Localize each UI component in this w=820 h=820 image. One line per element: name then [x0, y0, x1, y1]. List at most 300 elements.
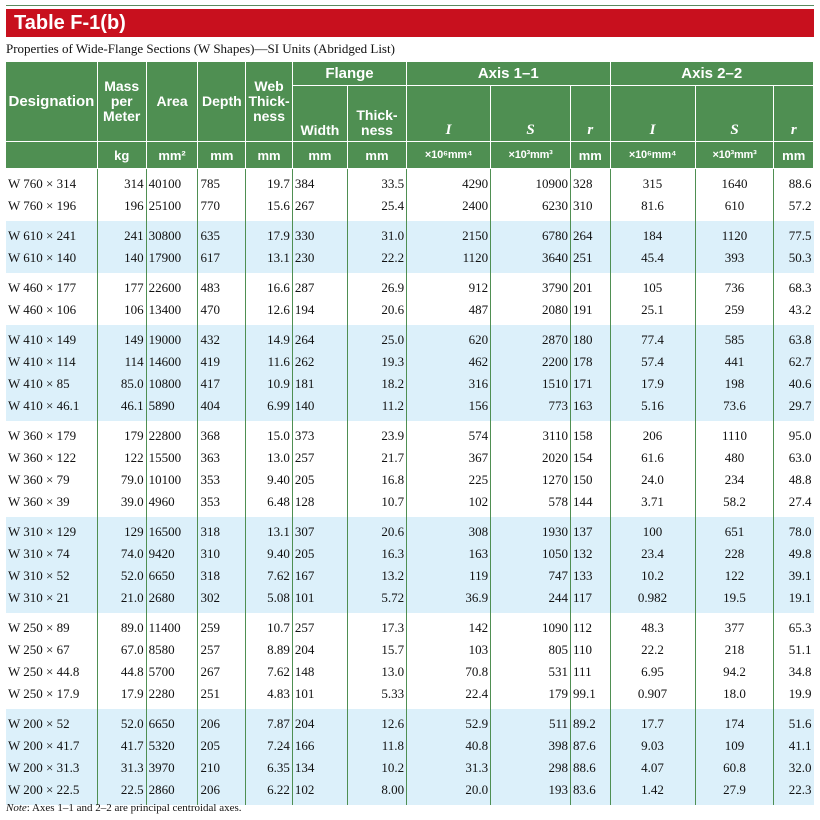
unit-area: mm² — [146, 142, 198, 169]
cell-area: 22800 — [146, 421, 198, 447]
cell-depth: 257 — [198, 639, 246, 661]
cell-I-axis1: 316 — [407, 373, 491, 395]
cell-web-thickness: 10.9 — [246, 373, 293, 395]
cell-S-axis1: 244 — [491, 587, 571, 613]
cell-area: 5320 — [146, 735, 198, 757]
note-text: : Axes 1–1 and 2–2 are principal centroidal axes. — [26, 802, 242, 814]
cell-area: 30800 — [146, 221, 198, 247]
cell-depth: 302 — [198, 587, 246, 613]
cell-S-axis1: 6230 — [491, 195, 571, 221]
cell-designation: W 200 × 31.3 — [6, 757, 97, 779]
cell-web-thickness: 4.83 — [246, 683, 293, 709]
cell-r-axis2: 51.6 — [774, 709, 814, 735]
cell-flange-thickness: 22.2 — [347, 247, 406, 273]
cell-web-thickness: 14.9 — [246, 325, 293, 351]
cell-r-axis2: 40.6 — [774, 373, 814, 395]
cell-web-thickness: 7.24 — [246, 735, 293, 757]
cell-area: 10800 — [146, 373, 198, 395]
cell-mass: 79.0 — [97, 469, 146, 491]
unit-S2: ×10³mm³ — [695, 142, 774, 169]
cell-flange-width: 204 — [292, 709, 347, 735]
cell-S-axis2: 122 — [695, 565, 774, 587]
cell-r-axis2: 39.1 — [774, 565, 814, 587]
cell-I-axis1: 103 — [407, 639, 491, 661]
cell-S-axis1: 3790 — [491, 273, 571, 299]
top-rule — [6, 5, 814, 6]
cell-flange-width: 101 — [292, 683, 347, 709]
cell-r-axis1: 180 — [571, 325, 610, 351]
cell-S-axis2: 441 — [695, 351, 774, 373]
cell-flange-width: 330 — [292, 221, 347, 247]
cell-I-axis1: 22.4 — [407, 683, 491, 709]
cell-designation: W 460 × 106 — [6, 299, 97, 325]
cell-S-axis2: 736 — [695, 273, 774, 299]
cell-r-axis2: 49.8 — [774, 543, 814, 565]
cell-designation: W 410 × 85 — [6, 373, 97, 395]
cell-web-thickness: 13.1 — [246, 247, 293, 273]
cell-I-axis2: 5.16 — [610, 395, 695, 421]
cell-area: 5890 — [146, 395, 198, 421]
table-row — [6, 735, 814, 757]
cell-flange-thickness: 23.9 — [347, 421, 406, 447]
cell-I-axis1: 487 — [407, 299, 491, 325]
cell-flange-thickness: 21.7 — [347, 447, 406, 469]
cell-flange-thickness: 25.4 — [347, 195, 406, 221]
cell-flange-width: 205 — [292, 469, 347, 491]
cell-mass: 74.0 — [97, 543, 146, 565]
cell-r-axis2: 63.0 — [788, 450, 812, 465]
cell-mass: 149 — [97, 325, 146, 351]
table-row — [6, 613, 814, 639]
table-row — [6, 683, 814, 709]
cell-designation: W 250 × 89 — [6, 613, 97, 639]
cell-designation: W 200 × 22.5 — [6, 779, 97, 805]
cell-designation: W 200 × 52 — [6, 709, 97, 735]
cell-I-axis1: 367 — [407, 447, 491, 469]
unit-S1: ×10³mm³ — [491, 142, 571, 169]
cell-S-axis1: 1050 — [491, 543, 571, 565]
cell-r-axis2: 62.7 — [774, 351, 814, 373]
cell-r-axis2: 32.0 — [774, 757, 814, 779]
cell-S-axis1: 398 — [491, 735, 571, 757]
cell-flange-thickness: 16.8 — [347, 469, 406, 491]
cell-I-axis2: 10.2 — [610, 565, 695, 587]
cell-I-axis1: 31.3 — [407, 757, 491, 779]
cell-S-axis2: 174 — [695, 709, 774, 735]
cell-flange-thickness: 5.33 — [347, 683, 406, 709]
cell-S-axis2: 234 — [695, 469, 774, 491]
cell-r-axis1: 150 — [571, 469, 610, 491]
cell-S-axis2: 18.0 — [695, 683, 774, 709]
cell-depth: 259 — [198, 613, 246, 639]
cell-I-axis1: 308 — [407, 517, 491, 543]
cell-I-axis1: 52.9 — [407, 709, 491, 735]
cell-web-thickness: 16.6 — [246, 273, 293, 299]
cell-I-axis2: 57.4 — [610, 351, 695, 373]
cell-I-axis1: 2150 — [407, 221, 491, 247]
cell-web-thickness: 9.40 — [246, 469, 293, 491]
cell-flange-thickness: 15.7 — [347, 639, 406, 661]
cell-r-axis2: 51.1 — [788, 642, 812, 657]
cell-r-axis1: 163 — [571, 395, 610, 421]
cell-S-axis1: 6780 — [491, 221, 571, 247]
cell-flange-width: 373 — [292, 421, 347, 447]
header-depth: Depth — [198, 62, 246, 142]
cell-mass: 114 — [97, 351, 146, 373]
cell-S-axis1: 805 — [491, 639, 571, 661]
cell-flange-thickness: 5.72 — [347, 587, 406, 613]
table-row — [6, 299, 814, 325]
cell-area: 10100 — [146, 469, 198, 491]
cell-flange-width: 257 — [292, 447, 347, 469]
cell-flange-thickness: 10.2 — [347, 757, 406, 779]
cell-depth: 353 — [198, 491, 246, 517]
cell-r-axis1: 99.1 — [571, 683, 610, 709]
cell-depth: 470 — [198, 299, 246, 325]
cell-S-axis2: 1120 — [695, 221, 774, 247]
table-row — [6, 587, 814, 613]
cell-S-axis2: 480 — [695, 447, 774, 469]
cell-area: 15500 — [146, 447, 198, 469]
cell-area: 14600 — [146, 351, 198, 373]
cell-depth: 617 — [198, 247, 246, 273]
cell-mass: 31.3 — [97, 757, 146, 779]
cell-area: 11400 — [146, 613, 198, 639]
cell-depth: 404 — [198, 395, 246, 421]
table-row — [6, 421, 814, 447]
cell-r-axis1: 133 — [571, 565, 610, 587]
cell-r-axis2: 63.8 — [774, 325, 814, 351]
cell-designation: W 410 × 46.1 — [6, 395, 97, 421]
cell-S-axis1: 193 — [491, 779, 571, 805]
cell-S-axis2: 198 — [695, 373, 774, 395]
cell-mass: 46.1 — [97, 395, 146, 421]
cell-mass: 52.0 — [97, 709, 146, 735]
cell-flange-thickness: 10.7 — [347, 491, 406, 517]
table-row — [6, 565, 814, 587]
cell-r-axis2: 19.1 — [774, 587, 814, 613]
cell-r-axis1: 83.6 — [571, 779, 610, 805]
cell-flange-width: 204 — [292, 639, 347, 661]
cell-S-axis2: 109 — [695, 735, 774, 757]
cell-flange-thickness: 13.2 — [347, 565, 406, 587]
cell-mass: 41.7 — [97, 735, 146, 757]
cell-r-axis1: 89.2 — [571, 709, 610, 735]
table-row — [6, 661, 814, 683]
cell-S-axis2: 60.8 — [695, 757, 774, 779]
cell-web-thickness: 8.89 — [246, 639, 293, 661]
table-row — [6, 325, 814, 351]
cell-flange-thickness: 26.9 — [347, 273, 406, 299]
cell-I-axis1: 4290 — [407, 169, 491, 196]
header-flange-width: Width — [292, 86, 347, 142]
cell-mass: 122 — [97, 447, 146, 469]
header-I-axis2: I — [610, 86, 695, 142]
header-S-axis1: S — [491, 86, 571, 142]
cell-S-axis1: 1090 — [491, 613, 571, 639]
cell-S-axis1: 2870 — [491, 325, 571, 351]
cell-S-axis2: 218 — [695, 639, 774, 661]
cell-depth: 267 — [198, 661, 246, 683]
cell-r-axis1: 328 — [571, 169, 610, 196]
table-row — [6, 221, 814, 247]
cell-I-axis1: 2400 — [407, 195, 491, 221]
cell-r-axis1: 110 — [571, 639, 610, 661]
cell-web-thickness: 19.7 — [246, 169, 293, 196]
cell-I-axis2: 105 — [610, 273, 695, 299]
cell-area: 16500 — [146, 517, 198, 543]
cell-I-axis2: 1.42 — [610, 779, 695, 805]
cell-r-axis1: 251 — [571, 247, 610, 273]
cell-flange-width: 181 — [292, 373, 347, 395]
cell-S-axis2: 393 — [695, 247, 774, 273]
cell-flange-width: 264 — [292, 325, 347, 351]
cell-flange-width: 101 — [292, 587, 347, 613]
table-row — [6, 709, 814, 735]
cell-designation: W 310 × 74 — [6, 543, 97, 565]
cell-mass: 39.0 — [97, 491, 146, 517]
cell-r-axis1: 264 — [571, 221, 610, 247]
cell-S-axis2: 58.2 — [695, 491, 774, 517]
cell-web-thickness: 6.99 — [246, 395, 293, 421]
cell-I-axis1: 1120 — [407, 247, 491, 273]
cell-flange-width: 205 — [292, 543, 347, 565]
cell-r-axis2: 43.2 — [788, 302, 812, 317]
cell-I-axis2: 17.7 — [610, 709, 695, 735]
cell-I-axis1: 20.0 — [407, 779, 491, 805]
cell-web-thickness: 6.48 — [246, 491, 293, 517]
cell-flange-thickness: 20.6 — [347, 517, 406, 543]
cell-I-axis2: 77.4 — [610, 325, 695, 351]
cell-S-axis2: 228 — [695, 543, 774, 565]
cell-r-axis1: 87.6 — [571, 735, 610, 757]
header-web-thickness: Web Thick-ness — [246, 62, 293, 142]
cell-S-axis1: 1930 — [491, 517, 571, 543]
cell-S-axis2: 94.2 — [695, 661, 774, 683]
note-label: Note — [6, 802, 27, 814]
cell-r-axis2: 27.4 — [788, 494, 812, 509]
cell-r-axis2: 22.3 — [774, 779, 814, 805]
cell-flange-thickness: 33.5 — [347, 169, 406, 196]
cell-I-axis2: 3.71 — [610, 491, 695, 517]
cell-S-axis1: 3110 — [491, 421, 571, 447]
cell-designation: W 360 × 122 — [6, 447, 97, 469]
header-r-axis2: r — [774, 86, 814, 142]
table-row — [6, 517, 814, 543]
cell-mass: 314 — [97, 169, 146, 196]
cell-r-axis1: 111 — [571, 661, 610, 683]
cell-I-axis1: 163 — [407, 543, 491, 565]
cell-flange-width: 134 — [292, 757, 347, 779]
cell-I-axis1: 119 — [407, 565, 491, 587]
table-row — [6, 273, 814, 299]
cell-flange-thickness: 17.3 — [347, 613, 406, 639]
cell-S-axis1: 1510 — [491, 373, 571, 395]
cell-area: 4960 — [146, 491, 198, 517]
header-mass: Mass per Meter — [97, 62, 146, 142]
cell-r-axis2: 50.3 — [774, 247, 814, 273]
cell-flange-width: 262 — [292, 351, 347, 373]
cell-designation: W 410 × 149 — [6, 325, 97, 351]
cell-flange-thickness: 31.0 — [347, 221, 406, 247]
table-title: Table F-1(b) — [6, 9, 814, 37]
unit-blank — [6, 142, 97, 169]
cell-flange-width: 128 — [292, 491, 347, 517]
cell-S-axis2: 27.9 — [695, 779, 774, 805]
cell-designation: W 310 × 21 — [6, 587, 97, 613]
cell-I-axis2: 0.982 — [610, 587, 695, 613]
cell-web-thickness: 13.1 — [246, 517, 293, 543]
cell-area: 6650 — [146, 709, 198, 735]
cell-flange-thickness: 19.3 — [347, 351, 406, 373]
cell-flange-width: 148 — [292, 661, 347, 683]
cell-depth: 368 — [198, 421, 246, 447]
cell-designation: W 200 × 41.7 — [6, 735, 97, 757]
cell-S-axis2: 73.6 — [695, 395, 774, 421]
cell-I-axis1: 36.9 — [407, 587, 491, 613]
cell-flange-width: 102 — [292, 779, 347, 805]
cell-web-thickness: 13.0 — [246, 447, 293, 469]
table-body — [6, 169, 814, 806]
cell-mass: 89.0 — [97, 613, 146, 639]
cell-depth: 206 — [198, 709, 246, 735]
cell-area: 2680 — [146, 587, 198, 613]
cell-mass: 22.5 — [97, 779, 146, 805]
cell-designation: W 310 × 52 — [6, 565, 97, 587]
cell-flange-thickness: 16.3 — [347, 543, 406, 565]
cell-S-axis2: 651 — [695, 517, 774, 543]
cell-flange-thickness: 11.8 — [347, 735, 406, 757]
cell-S-axis2: 19.5 — [695, 587, 774, 613]
cell-flange-width: 194 — [292, 299, 347, 325]
unit-web: mm — [246, 142, 293, 169]
table-row — [6, 395, 814, 421]
cell-r-axis2: 34.8 — [788, 664, 812, 679]
cell-depth: 432 — [198, 325, 246, 351]
cell-depth: 785 — [198, 169, 246, 196]
cell-web-thickness: 6.22 — [246, 779, 293, 805]
cell-area: 6650 — [146, 565, 198, 587]
cell-flange-width: 140 — [292, 395, 347, 421]
cell-r-axis1: 154 — [571, 447, 610, 469]
cell-S-axis1: 298 — [491, 757, 571, 779]
cell-mass: 52.0 — [97, 565, 146, 587]
cell-S-axis2: 1110 — [695, 421, 774, 447]
cell-designation: W 760 × 314 — [6, 169, 97, 196]
cell-S-axis1: 2200 — [491, 351, 571, 373]
header-designation: Designation — [6, 62, 97, 142]
cell-r-axis1: 310 — [571, 195, 610, 221]
cell-S-axis2: 585 — [695, 325, 774, 351]
cell-r-axis1: 191 — [571, 299, 610, 325]
cell-S-axis2: 259 — [695, 299, 774, 325]
cell-flange-width: 230 — [292, 247, 347, 273]
cell-depth: 310 — [198, 543, 246, 565]
cell-designation: W 460 × 177 — [6, 273, 97, 299]
cell-designation: W 360 × 179 — [6, 421, 97, 447]
cell-flange-width: 166 — [292, 735, 347, 757]
cell-I-axis2: 184 — [610, 221, 695, 247]
cell-web-thickness: 6.35 — [246, 757, 293, 779]
cell-r-axis1: 178 — [571, 351, 610, 373]
cell-r-axis2: 65.3 — [788, 620, 812, 635]
cell-area: 2860 — [146, 779, 198, 805]
cell-designation: W 610 × 241 — [6, 221, 97, 247]
cell-r-axis1: 88.6 — [571, 757, 610, 779]
cell-flange-width: 257 — [292, 613, 347, 639]
cell-S-axis1: 179 — [491, 683, 571, 709]
cell-flange-thickness: 13.0 — [347, 661, 406, 683]
cell-r-axis1: 171 — [571, 373, 610, 395]
cell-r-axis1: 117 — [571, 587, 610, 613]
cell-designation: W 250 × 44.8 — [6, 661, 97, 683]
cell-designation: W 610 × 140 — [6, 247, 97, 273]
cell-S-axis2: 1640 — [695, 169, 774, 196]
cell-mass: 17.9 — [97, 683, 146, 709]
header-I-axis1: I — [407, 86, 491, 142]
cell-area: 8580 — [146, 639, 198, 661]
cell-mass: 129 — [97, 517, 146, 543]
unit-I1: ×10⁶mm⁴ — [407, 142, 491, 169]
cell-I-axis1: 225 — [407, 469, 491, 491]
cell-web-thickness: 15.6 — [246, 195, 293, 221]
cell-r-axis2: 78.0 — [774, 517, 814, 543]
header-r-axis1: r — [571, 86, 610, 142]
table-row — [6, 373, 814, 395]
cell-I-axis2: 4.07 — [610, 757, 695, 779]
cell-designation: W 310 × 129 — [6, 517, 97, 543]
cell-mass: 67.0 — [97, 639, 146, 661]
cell-designation: W 360 × 39 — [6, 491, 97, 517]
cell-r-axis2: 29.7 — [774, 395, 814, 421]
cell-r-axis2: 57.2 — [788, 198, 812, 213]
table-row — [6, 757, 814, 779]
cell-web-thickness: 5.08 — [246, 587, 293, 613]
cell-S-axis1: 2080 — [491, 299, 571, 325]
cell-flange-thickness: 12.6 — [347, 709, 406, 735]
cell-web-thickness: 7.62 — [246, 565, 293, 587]
cell-mass: 44.8 — [97, 661, 146, 683]
cell-I-axis2: 206 — [610, 421, 695, 447]
cell-I-axis1: 102 — [407, 491, 491, 517]
unit-r2: mm — [774, 142, 814, 169]
cell-web-thickness: 9.40 — [246, 543, 293, 565]
cell-mass: 196 — [97, 195, 146, 221]
unit-depth: mm — [198, 142, 246, 169]
unit-width: mm — [292, 142, 347, 169]
cell-flange-width: 384 — [292, 169, 347, 196]
cell-depth: 635 — [198, 221, 246, 247]
unit-I2: ×10⁶mm⁴ — [610, 142, 695, 169]
cell-r-axis2: 41.1 — [774, 735, 814, 757]
header-S-axis2: S — [695, 86, 774, 142]
cell-area: 13400 — [146, 299, 198, 325]
cell-depth: 483 — [198, 273, 246, 299]
unit-thickness: mm — [347, 142, 406, 169]
cell-S-axis1: 1270 — [491, 469, 571, 491]
cell-I-axis1: 70.8 — [407, 661, 491, 683]
cell-area: 2280 — [146, 683, 198, 709]
cell-flange-width: 307 — [292, 517, 347, 543]
unit-r1: mm — [571, 142, 610, 169]
cell-web-thickness: 15.0 — [246, 421, 293, 447]
cell-S-axis1: 747 — [491, 565, 571, 587]
cell-depth: 318 — [198, 565, 246, 587]
cell-S-axis1: 773 — [491, 395, 571, 421]
cell-r-axis2: 77.5 — [774, 221, 814, 247]
cell-I-axis2: 23.4 — [610, 543, 695, 565]
cell-I-axis2: 9.03 — [610, 735, 695, 757]
